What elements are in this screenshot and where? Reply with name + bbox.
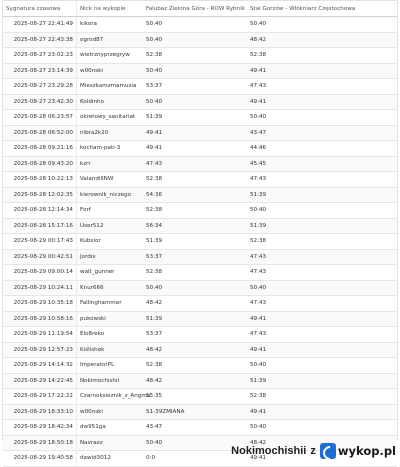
cell-nick[interactable]: nibra2k20 bbox=[80, 129, 109, 136]
cell-timestamp[interactable]: 2025-08-29 18:42:34 bbox=[3, 420, 77, 435]
cell-match-1[interactable]: 52:38 bbox=[146, 52, 163, 59]
cell-match-1[interactable]: 56:34 bbox=[146, 222, 163, 229]
cell-timestamp[interactable]: 2025-08-29 00:42:51 bbox=[3, 250, 77, 265]
cell-match-2[interactable]: 50:40 bbox=[250, 207, 267, 214]
cell-match-1[interactable]: 51:39 bbox=[146, 114, 163, 121]
table-row bbox=[3, 420, 397, 436]
cell-match-2[interactable]: 47:43 bbox=[250, 253, 267, 260]
cell-match-2[interactable]: 49:41 bbox=[250, 67, 267, 74]
table-row bbox=[3, 405, 397, 421]
table-row bbox=[3, 343, 397, 359]
table-row bbox=[3, 95, 397, 111]
cell-match-2[interactable]: 50:40 bbox=[250, 424, 267, 431]
cell-timestamp[interactable]: 2025-08-29 00:17:43 bbox=[3, 234, 77, 249]
cell-timestamp[interactable]: 2025-08-28 15:17:16 bbox=[3, 219, 77, 234]
header-timestamp[interactable]: Sygnatura czasowa bbox=[3, 1, 77, 16]
cell-timestamp[interactable]: 2025-08-29 10:24:11 bbox=[3, 281, 77, 296]
table-row bbox=[3, 374, 397, 390]
cell-match-1[interactable]: 51-39ZMIANA bbox=[146, 408, 185, 415]
cell-nick[interactable]: pukowski bbox=[80, 315, 106, 322]
cell-nick[interactable]: Nokimochishii bbox=[80, 377, 120, 384]
table-row bbox=[3, 250, 397, 266]
table-row bbox=[3, 126, 397, 142]
cell-match-1[interactable]: 54:36 bbox=[146, 191, 163, 198]
cell-match-2[interactable]: 47:43 bbox=[250, 300, 267, 307]
cell-timestamp[interactable]: 2025-08-29 12:57:23 bbox=[3, 343, 77, 358]
cell-timestamp[interactable]: 2025-08-29 18:50:18 bbox=[3, 436, 77, 451]
cell-match-2[interactable]: 44:46 bbox=[250, 145, 267, 152]
cell-match-1[interactable]: 48:42 bbox=[146, 346, 163, 353]
cell-match-1[interactable]: 48:42 bbox=[146, 300, 163, 307]
cell-nick[interactable]: w00nski bbox=[80, 67, 103, 74]
cell-timestamp[interactable]: 2025-08-29 17:22:22 bbox=[3, 389, 77, 404]
table-row bbox=[3, 312, 397, 328]
cell-match-1[interactable]: 49:41 bbox=[146, 145, 163, 152]
table-row bbox=[3, 157, 397, 173]
cell-match-2[interactable]: 49:41 bbox=[250, 408, 267, 415]
table-row bbox=[3, 234, 397, 250]
separator-text: z bbox=[310, 445, 316, 457]
cell-nick[interactable]: User512 bbox=[80, 222, 104, 229]
cell-match-2[interactable]: 50:40 bbox=[250, 284, 267, 291]
cell-match-2[interactable]: 51:39 bbox=[250, 222, 267, 229]
cell-nick[interactable]: dawid3012 bbox=[80, 455, 111, 462]
table-row bbox=[3, 172, 397, 188]
cell-nick[interactable]: ValandilINW bbox=[80, 176, 114, 183]
cell-match-1[interactable]: 55:35 bbox=[146, 393, 163, 400]
cell-timestamp[interactable]: 2025-08-29 18:33:10 bbox=[3, 405, 77, 420]
table-row bbox=[3, 327, 397, 343]
table-body bbox=[3, 17, 397, 467]
cell-timestamp[interactable]: 2025-08-27 23:02:23 bbox=[3, 48, 77, 63]
cell-match-1[interactable]: 50:40 bbox=[146, 98, 163, 105]
cell-nick[interactable]: kikora bbox=[80, 21, 97, 28]
table-row bbox=[3, 219, 397, 235]
cell-timestamp[interactable]: 2025-08-28 09:43:20 bbox=[3, 157, 77, 172]
cell-timestamp[interactable]: 2025-08-28 06:23:57 bbox=[3, 110, 77, 125]
cell-nick[interactable]: Navrazz bbox=[80, 439, 103, 446]
cell-match-1[interactable]: 50:40 bbox=[146, 439, 163, 446]
cell-match-2[interactable]: 48:42 bbox=[250, 36, 267, 43]
cell-match-1[interactable]: 53:37 bbox=[146, 253, 163, 260]
brand-name: wykop.pl bbox=[337, 444, 396, 458]
cell-timestamp[interactable]: 2025-08-28 12:14:34 bbox=[3, 203, 77, 218]
cell-match-2[interactable]: 51:39 bbox=[250, 377, 267, 384]
cell-match-1[interactable]: 53:37 bbox=[146, 83, 163, 90]
wykop-icon bbox=[320, 443, 336, 459]
table-row bbox=[3, 296, 397, 312]
cell-timestamp[interactable]: 2025-08-29 09:00:14 bbox=[3, 265, 77, 280]
cell-nick[interactable]: Mieszkamzmamusia bbox=[80, 83, 137, 90]
table-row bbox=[3, 79, 397, 95]
cell-timestamp[interactable]: 2025-08-27 23:29:28 bbox=[3, 79, 77, 94]
header-match-2[interactable]: Stal Gorzów - Włókniarz Częstochowa bbox=[250, 5, 356, 12]
cell-nick[interactable]: okretowy_sanitariat bbox=[80, 114, 136, 121]
cell-match-1[interactable]: 43:47 bbox=[146, 424, 163, 431]
cell-match-1[interactable]: 50:40 bbox=[146, 21, 163, 28]
cell-nick[interactable]: dw951ga bbox=[80, 424, 106, 431]
cell-match-1[interactable]: 51:39 bbox=[146, 315, 163, 322]
author-name: Nokimochishii bbox=[231, 445, 307, 457]
cell-timestamp[interactable]: 2025-08-29 19:40:58 bbox=[3, 451, 77, 466]
cell-match-1[interactable]: 52:38 bbox=[146, 176, 163, 183]
cell-match-2[interactable]: 47:43 bbox=[250, 176, 267, 183]
cell-nick[interactable]: Knur666 bbox=[80, 284, 104, 291]
cell-timestamp[interactable]: 2025-08-28 06:52:00 bbox=[3, 126, 77, 141]
cell-match-2[interactable]: 48:42 bbox=[250, 439, 267, 446]
cell-nick[interactable]: Kiślishek bbox=[80, 346, 105, 353]
cell-nick[interactable]: w00nski bbox=[80, 408, 103, 415]
cell-match-2[interactable]: 52:38 bbox=[250, 238, 267, 245]
cell-match-2[interactable]: 50:40 bbox=[250, 21, 267, 28]
table-row bbox=[3, 281, 397, 297]
cell-match-2[interactable]: 50:40 bbox=[250, 114, 267, 121]
table-row bbox=[3, 203, 397, 219]
cell-nick[interactable]: kierownik_niczego bbox=[80, 191, 132, 198]
cell-match-2[interactable]: 47:43 bbox=[250, 269, 267, 276]
cell-nick[interactable]: kocham-pati-3 bbox=[80, 145, 121, 152]
cell-nick[interactable]: Fallinghammer bbox=[80, 300, 122, 307]
cell-timestamp[interactable]: 2025-08-28 10:22:13 bbox=[3, 172, 77, 187]
cell-nick[interactable]: Czarnoksieznik_z_Angmu bbox=[80, 393, 151, 400]
cell-match-2[interactable]: 47:43 bbox=[250, 331, 267, 338]
cell-timestamp[interactable]: 2025-08-29 10:35:18 bbox=[3, 296, 77, 311]
table-row bbox=[3, 265, 397, 281]
cell-match-1[interactable]: 48:42 bbox=[146, 377, 163, 384]
cell-timestamp[interactable]: 2025-08-29 11:19:54 bbox=[3, 327, 77, 342]
table-row bbox=[3, 33, 397, 49]
cell-match-1[interactable]: 52:38 bbox=[146, 362, 163, 369]
cell-match-1[interactable]: 51:39 bbox=[146, 238, 163, 245]
header-match-1[interactable]: Falubaz Zielona Góra - ROW Rybnik bbox=[146, 5, 245, 12]
cell-timestamp[interactable]: 2025-08-29 14:14:32 bbox=[3, 358, 77, 373]
cell-match-1[interactable]: 50:40 bbox=[146, 36, 163, 43]
cell-match-2[interactable]: 49:41 bbox=[250, 346, 267, 353]
cell-match-2[interactable]: 43:47 bbox=[250, 129, 267, 136]
table-row bbox=[3, 358, 397, 374]
cell-match-1[interactable]: 53:37 bbox=[146, 331, 163, 338]
cell-match-2[interactable]: 52:38 bbox=[250, 52, 267, 59]
cell-match-1[interactable]: 50:40 bbox=[146, 67, 163, 74]
table-row bbox=[3, 141, 397, 157]
cell-nick[interactable]: Elo8reko bbox=[80, 331, 105, 338]
cell-nick[interactable]: kzrr bbox=[80, 160, 91, 167]
cell-nick[interactable]: Jordix bbox=[80, 253, 96, 260]
cell-nick[interactable]: ImperatorPL bbox=[80, 362, 115, 369]
cell-timestamp[interactable]: 2025-08-28 12:02:35 bbox=[3, 188, 77, 203]
cell-timestamp[interactable]: 2025-08-29 14:22:45 bbox=[3, 374, 77, 389]
cell-timestamp[interactable]: 2025-08-27 23:14:39 bbox=[3, 64, 77, 79]
cell-match-1[interactable]: 52:38 bbox=[146, 269, 163, 276]
watermark bbox=[0, 440, 400, 462]
cell-match-2[interactable]: 50:40 bbox=[250, 362, 267, 369]
cell-match-2[interactable]: 51:39 bbox=[250, 191, 267, 198]
table-row bbox=[3, 17, 397, 33]
cell-match-1[interactable]: 52:38 bbox=[146, 207, 163, 214]
table-row bbox=[3, 64, 397, 80]
cell-match-1[interactable]: 49:41 bbox=[146, 129, 163, 136]
cell-nick[interactable]: ogrod87 bbox=[80, 36, 104, 43]
table-row bbox=[3, 188, 397, 204]
cell-nick[interactable]: Koldinho bbox=[80, 98, 104, 105]
cell-timestamp[interactable]: 2025-08-27 22:43:38 bbox=[3, 33, 77, 48]
cell-timestamp[interactable]: 2025-08-28 09:21:16 bbox=[3, 141, 77, 156]
table-row bbox=[3, 389, 397, 405]
cell-match-1[interactable]: 47:43 bbox=[146, 160, 163, 167]
cell-match-2[interactable]: 52:38 bbox=[250, 393, 267, 400]
cell-match-2[interactable]: 49:41 bbox=[250, 455, 267, 462]
cell-match-1[interactable]: 0:0 bbox=[146, 455, 156, 462]
table-row bbox=[3, 110, 397, 126]
cell-nick[interactable]: walt_gunner bbox=[80, 269, 115, 276]
cell-timestamp[interactable]: 2025-08-29 10:58:16 bbox=[3, 312, 77, 327]
cell-nick[interactable]: Forf bbox=[80, 207, 91, 214]
cell-timestamp[interactable]: 2025-08-27 22:41:49 bbox=[3, 17, 77, 32]
cell-match-2[interactable]: 47:43 bbox=[250, 83, 267, 90]
cell-nick[interactable]: wietrznyprzegryw bbox=[80, 52, 130, 59]
cell-match-1[interactable]: 50:40 bbox=[146, 284, 163, 291]
header-nick[interactable]: Nick na wykopie bbox=[80, 5, 126, 12]
cell-match-2[interactable]: 49:41 bbox=[250, 98, 267, 105]
table-header bbox=[3, 0, 397, 17]
wykop-logo bbox=[320, 443, 396, 459]
cell-timestamp[interactable]: 2025-08-27 23:42:30 bbox=[3, 95, 77, 110]
cell-match-2[interactable]: 49:41 bbox=[250, 315, 267, 322]
cell-nick[interactable]: Kubsior bbox=[80, 238, 101, 245]
cell-match-2[interactable]: 45:45 bbox=[250, 160, 267, 167]
table-row bbox=[3, 48, 397, 64]
